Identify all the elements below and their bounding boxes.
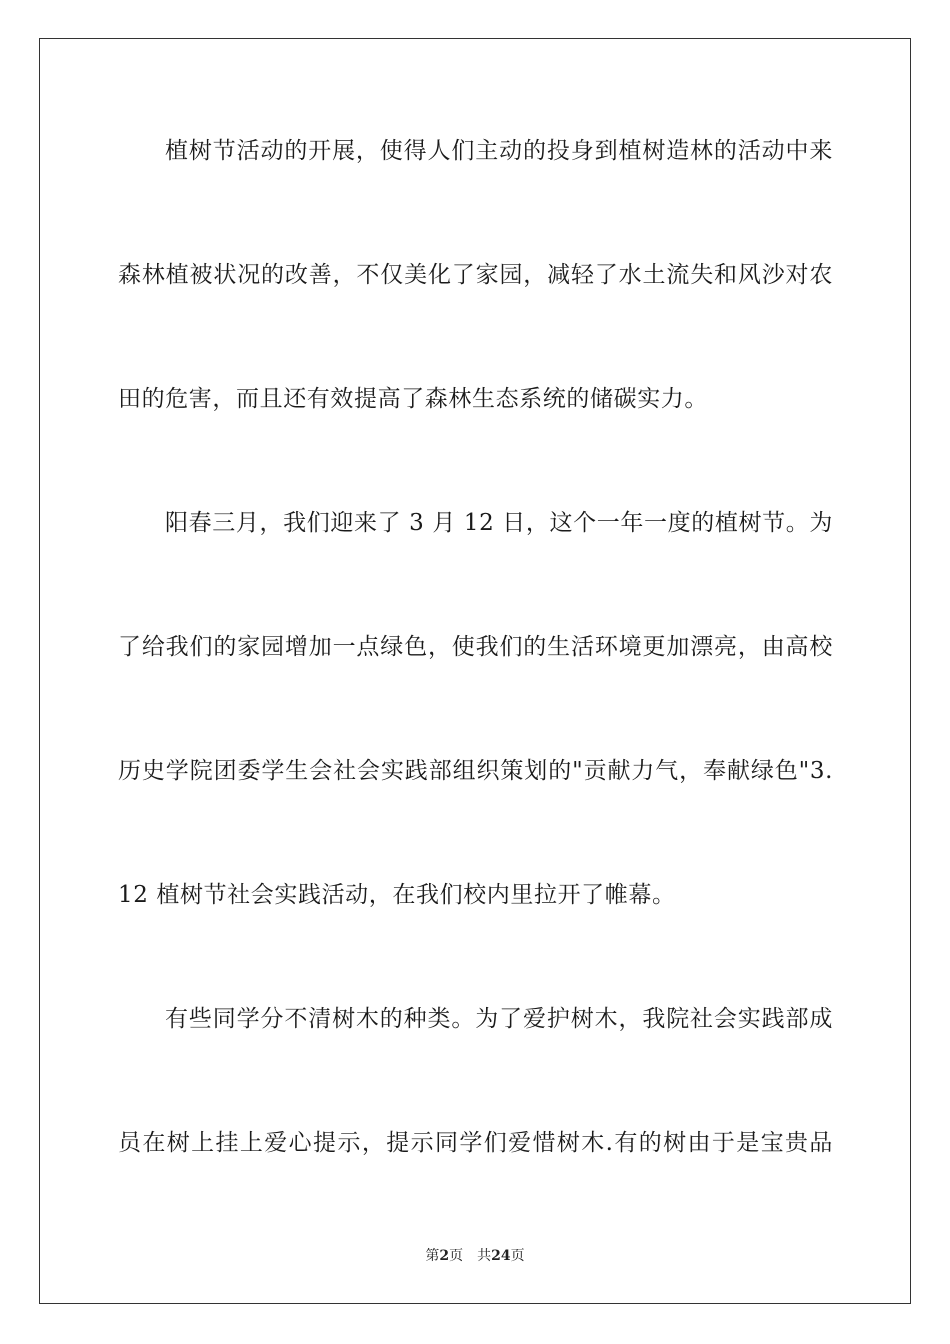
text-line-5: 了给我们的家园增加一点绿色，使我们的生活环境更加漂亮，由高校 [118, 634, 833, 660]
text-line-9: 员在树上挂上爱心提示，提示同学们爱惜树木.有的树由于是宝贵品 [118, 1130, 833, 1156]
page-prefix: 第 [425, 1248, 440, 1264]
page-number: 2 [439, 1248, 450, 1264]
total-pages: 24 [491, 1248, 511, 1264]
text-line-8: 有些同学分不清树木的种类。为了爱护树木，我院社会实践部成 [165, 1006, 833, 1032]
total-prefix: 共 [477, 1248, 492, 1264]
page-suffix: 页 [449, 1248, 464, 1264]
page-footer [0, 1247, 950, 1265]
total-suffix: 页 [510, 1248, 525, 1264]
text-line-4: 阳春三月，我们迎来了 3 月 12 日，这个一年一度的植树节。为 [165, 510, 833, 536]
page-border [39, 38, 911, 1304]
text-line-1: 植树节活动的开展，使得人们主动的投身到植树造林的活动中来 [165, 138, 833, 164]
text-line-2: 森林植被状况的改善，不仅美化了家园，减轻了水土流失和风沙对农 [118, 262, 833, 288]
text-line-7: 12 植树节社会实践活动，在我们校内里拉开了帷幕。 [118, 882, 676, 908]
text-line-6: 历史学院团委学生会社会实践部组织策划的"贡献力气，奉献绿色"3. [118, 758, 833, 784]
text-line-3: 田的危害，而且还有效提高了森林生态系统的储碳实力。 [118, 386, 708, 412]
